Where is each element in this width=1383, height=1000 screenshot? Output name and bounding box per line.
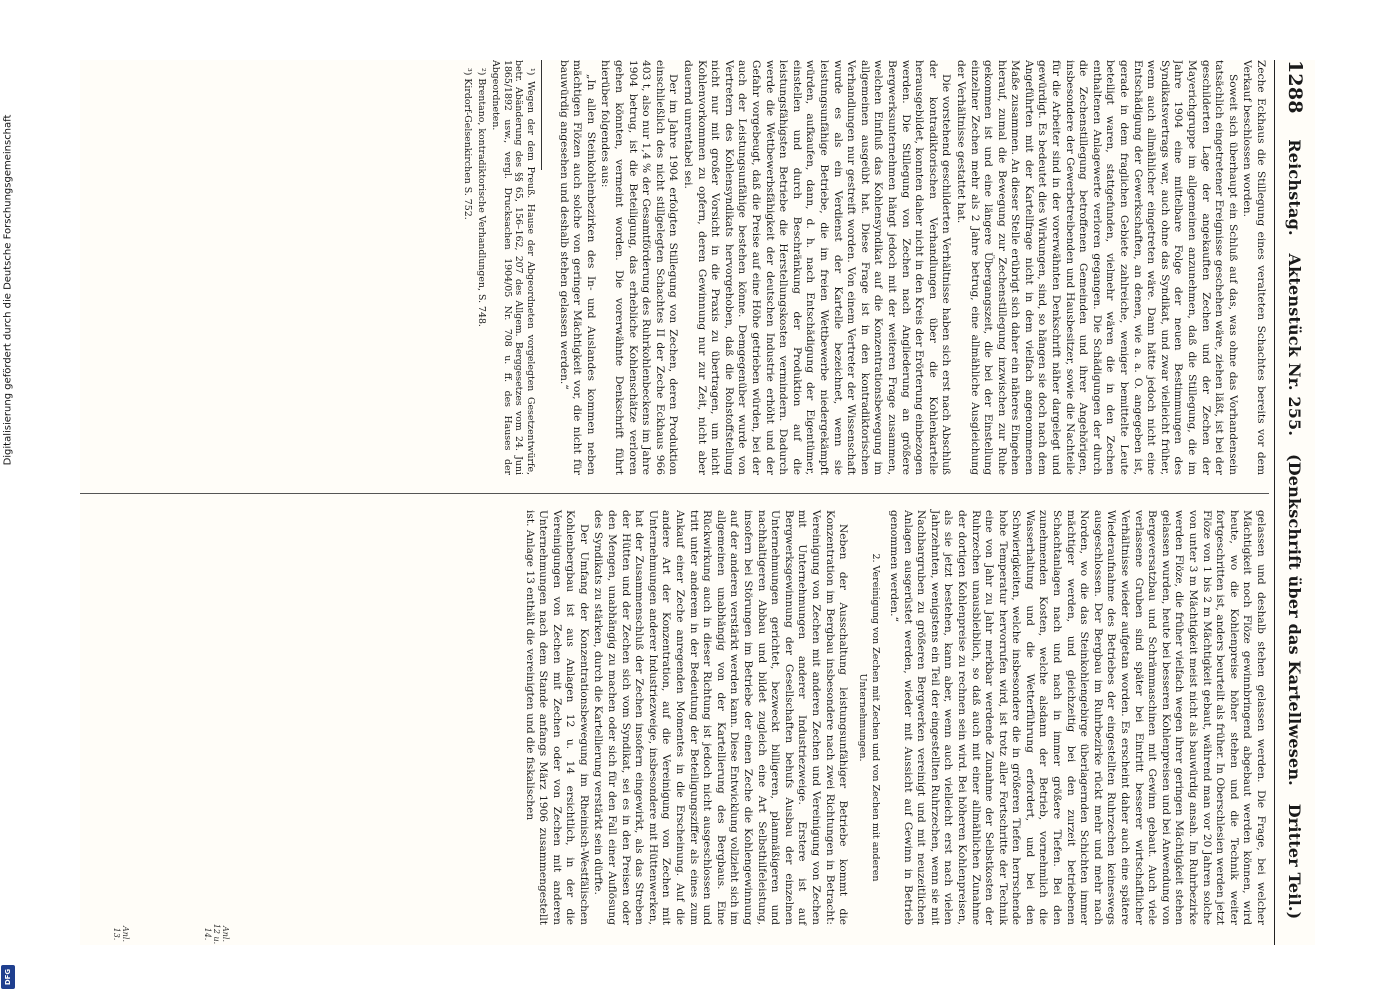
document-title: (Denkschrift über das Kartellwesen. bbox=[1285, 453, 1305, 786]
document-label: Aktenstück Nr. 255. bbox=[1285, 253, 1305, 437]
digitization-note: Digitalisierung gefördert durch die Deutsche Forschungsgemeinschaft bbox=[2, 114, 14, 466]
paragraph: Zeche Eckhaus die Stillegung eines veralteten Schachtes bereits vor dem Verkauf beschlossen worden. bbox=[1241, 60, 1267, 475]
page-number: 1288 bbox=[1284, 60, 1306, 114]
footnote-divider bbox=[541, 60, 542, 170]
paragraph: Die vorstehend geschilderten Verhältnisse haben sich erst nach Abschluß der kontradiktorischen Verhandlungen über die Kohlenkartelle herausgebildet, konnten daher nicht in den Kreis der Erörterung einbezogen werden. Die Stillegung von Zechen nach Angliederung an größere Bergwerksunternehmen hängt jedoch mit der weiteren Frage zusammen, welchen Einfluß das Kohlensyndikat auf die Konzentrationsbewegung im allgemeinen ausgeübt hat. Diese Frage ist in den kontradiktorischen Verhandlungen nur gestreift worden. Von einem Vertreter der Wissenschaft wurde es als ein Verdienst der Kartelle bezeichnet, wenn sie leistungsunfähige Betriebe, die im freien Wettbewerbe niedergekämpft würden, aufkaufen, dann, d. h. nach Entschädigung der Eigentümer, einstellen und durch Beschränkung der Produktion auf die leistungsfähigsten Betriebe die Herstellungskosten vermindern. Dadurch werde die Wettbewerbsfähigkeit der deutschen Industrie erhöht und der Gefahr vorgebeugt, daß die Preise auf eine Höhe getrieben würden, bei der auch der Leistungsunfähige bestehen könne. Demgegenüber wurde von Vertretern des Kohlensyndikats hervorgehoben, daß die Rohstoffstellung nicht nur mit großer Vorsicht in die Praxis zu übertragen, um nicht Kohlenvorkommen zu opfern, deren Gewinnung nur zur Zeit, nicht aber dauernd unrentabel sei. bbox=[682, 60, 953, 475]
paragraph: Neben der Ausschaltung leistungsunfähiger Betriebe kommt die Konzentration im Bergbau insbesondere nach zwei Richtungen in Betracht: Vereinigung von Zechen mit anderen Zechen und Vereinigung von Zechen mit Unternehmungen anderer Industriezweige. Erstere ist auf Bergwerksgewinnung der Gesellschaften behufs Ausbau der einzelnen Unternehmungen gerichtet, bezweckt billigeren, planmäßigeren und nachhaltigeren Abbau und bildet zugleich eine Art Selbsthilfeleistung, insofern bei Störungen im Betriebe der einen Zeche die Kohlengewinnung auf der anderen verstärkt werden kann. Diese Entwicklung vollzieht sich im allgemeinen unabhängig von der Kartellierung des Bergbaus. Eine Rückwirkung auch in dieser Richtung ist jedoch nicht ausgeschlossen und tritt unter anderem in der Bedeutung der Beteiligungsziffer als eines zum Ankauf einer Zeche anregenden Momentes in die Erscheinung. Auf die andere Art der Konzentration, auf die Vereinigung von Zechen mit Unternehmungen anderer Industriezweige, insbesondere mit Hüttenwerken, hat der Zusammenschluß der Zechen insofern eingewirkt, als das Streben der Hütten und der Zechen sich vom Syndikat, sei es in den Preisen oder den Mengen, unabhängig zu machen oder sich für den Fall einer Auflösung des Syndikats zu stärken, durch die Kartellierung verstärkt sein dürfte. bbox=[592, 510, 850, 925]
paragraph: Der Umfang der Konzentrationsbewegung im Rheinisch-Westfälischen Kohlenbergbau ist aus Anlagen 12 u. 14 ersichtlich, in der die Vereinigungen von Zechen mit Zechen oder von Zechen mit anderen Unternehmungen nach dem Stande anfangs März 1906 zusammengestellt ist. Anlage 13 enthält die vereinigten und die fiskalischen bbox=[523, 510, 590, 925]
margin-note: Anl. 12 u. 14. bbox=[203, 923, 230, 945]
dfg-logo: DFG bbox=[1, 965, 15, 989]
digitization-sidebar bbox=[0, 0, 16, 1000]
column-divider bbox=[80, 493, 1269, 494]
section-heading: 2. Vereinigung von Zechen mit Zechen und von Zechen mit anderen Unternehmungen. bbox=[856, 553, 882, 882]
paragraph: gelassen und deshalb stehen gelassen werden. Die Frage, bei welcher Mächtigkeit noch Flöze gewinnbringend abgebaut werden können, wird heute, wo die Kohlenpreise höher stehen und die Technik weiter fortgeschritten ist, anders beurteilt als früher. In Oberschlesien werden jetzt Flöze von 1 bis 2 m Mächtigkeit gebaut, während man vor 20 Jahren solche von unter 3 m Mächtigkeit meist nicht als bauwürdig ansah. Im Ruhrbezirke werden Flöze, die früher vielfach wegen ihrer geringen Mächtigkeit stehen gelassen wurden, heute bei besseren Kohlenpreisen und bei Anwendung von Bergeversatzbau und Schrämmaschinen mit Gewinn gebaut. Auch viele verlassene Gruben sind später bei Eintritt besserer wirtschaftlicher Verhältnisse wieder aufgetan worden. Es erscheint daher auch eine spätere Wiederaufnahme des Betriebes der eingestellten Ruhrzechen keineswegs ausgeschlossen. Der Bergbau im Ruhrbezirke rückt mehr und mehr nach Norden, wo die das Steinkohlengebirge überlagernden Schichten immer mächtiger werden, und gleichzeitig bei den zurzeit betriebenen Schachtanlagen nach und nach in immer größere Tiefen. Bei den zunehmenden Kosten, welche alsdann der Betrieb, vornehmlich die Wasserhaltung und die Wetterführung erfordert, und bei den Schwierigkeiten, welche insbesondere die in größeren Tiefen herrschende hohe Temperatur hervorrufen wird, ist trotz aller Fortschritte der Technik eine von Jahr zu Jahr merkbar werdende Zunahme der Selbstkosten der Ruhrzechen unausbleiblich, so daß auch mit einer allmählichen Zunahme der dortigen Kohlenpreise zu rechnen sein wird. Bei höheren Kohlenpreisen, als sie jetzt bestehen, kann aber, wenn auch vielleicht erst nach vielen Jahrzehnten, wenigstens ein Teil der eingestellten Ruhrzechen, wenn sie mit Nachbargruben zu größeren Bergwerken vereinigt und mit neuzeitlichen Anlagen ausgerüstet werden, wieder mit Aussicht auf Gewinn in Betrieb genommen werden.“ bbox=[887, 510, 1267, 925]
paragraph: „In allen Steinkohlenbezirken des In- und Auslandes kommen neben mächtigen Flözen auch solche von geringer Mächtigkeit vor, die nicht für bauwürdig angesehen und deshalb stehen gelassen werden.“ bbox=[557, 60, 597, 475]
paragraph: Soweit sich überhaupt ein Schluß auf das, was ohne das Vorhandensein tatsächlich eingetretener Ereignisse geschehen wäre, ziehen läßt, ist bei der geschilderten Lage der angekauften Zechen und der Zechen der Mayerichgruppe im allgemeinen anzunehmen, daß die Stillegung, die im Jahre 1904 eine mittelbare Folge der neuen Bestimmungen des Syndikatsvertrags war, auch ohne das Syndikat, und zwar vielleicht früher, wenn auch allmählicher eingetreten wäre. Dann hätte jedoch nicht eine Entschädigung der Gewerkschaften, an denen, wie a. a. O. angegeben ist, gerade in dem fraglichen Gebiete zahlreiche, weniger bemittelte Leute beteiligt waren, stattgefunden, vielmehr wären die in den Zechen enthaltenen Anlagewerte verloren gegangen. Die Schädigungen der durch die Zechenstillegung betroffenen Gemeinden und ihrer Angehörigen, insbesondere der Gewerbetreibenden und Hausbesitzer, sowie die Nachteile für die Arbeiter sind in der vorerwähnten Denkschrift näher dargelegt und gewürdigt. Es bedeutet dies Wirkungen, sind, so hängen sie doch nach dem Angeführten mit der Kartellfrage nicht in dem vielfach angenommenen Maße zusammen. An dieser Stelle erübrigt sich daher ein näheres Eingehen hierauf, zumal die Bewegung zur Zechenstillegung inzwischen zur Ruhe gekommen ist und eine längere Übergangszeit, die bei der Einstellung einzelner Zechen mehr als 2 Jahre betrug, eine allmähliche Ausgleichung der Verhältnisse gestattet hat. bbox=[954, 60, 1239, 475]
footnote: ²) Brentano, kontradiktorische Verhandlungen, S. 748. bbox=[475, 68, 487, 327]
running-title bbox=[1286, 114, 1305, 945]
margin-note: Anl. 13. bbox=[112, 925, 130, 943]
right-column bbox=[80, 510, 1267, 925]
page-header bbox=[1274, 60, 1315, 945]
footnote: ³) Kirdorf-Gelsenkirchen S. 752. bbox=[462, 68, 474, 220]
document-part: Dritter Teil.) bbox=[1285, 803, 1305, 920]
publication-name: Reichstag. bbox=[1285, 139, 1305, 236]
paragraph: Der im Jahre 1904 erfolgten Stillegung von Zechen, deren Produktion einschließlich des nicht stillgelegten Schachtes II der Zeche Eckhaus 966 403 t, also nur 1,4 % der Gesamtförderung des Ruhrkohlenbeckens im Jahre 1904 betrug, ist die Beteiligung, das erhebliche Kohlenschätze verloren gehen könnten, vermeint worden. Die vorerwähnte Denkschrift führt hierüber folgendes aus: bbox=[599, 60, 680, 475]
scanned-page bbox=[80, 60, 1315, 945]
left-column bbox=[80, 60, 1267, 475]
footnote: ¹) Wegen der dem Preuß. Hause der Abgeordneten vorgelegten Gesetzentwürfe, betr. Abänderung des §§ 65, 156–162, 207 des Allgem. Berggesetzes vom 24. Juni 1865/1892 usw., vergl. Drucksachen 1904/05 Nr. 708 u. ff. des Hauses der Abgeordneten. bbox=[489, 60, 537, 475]
